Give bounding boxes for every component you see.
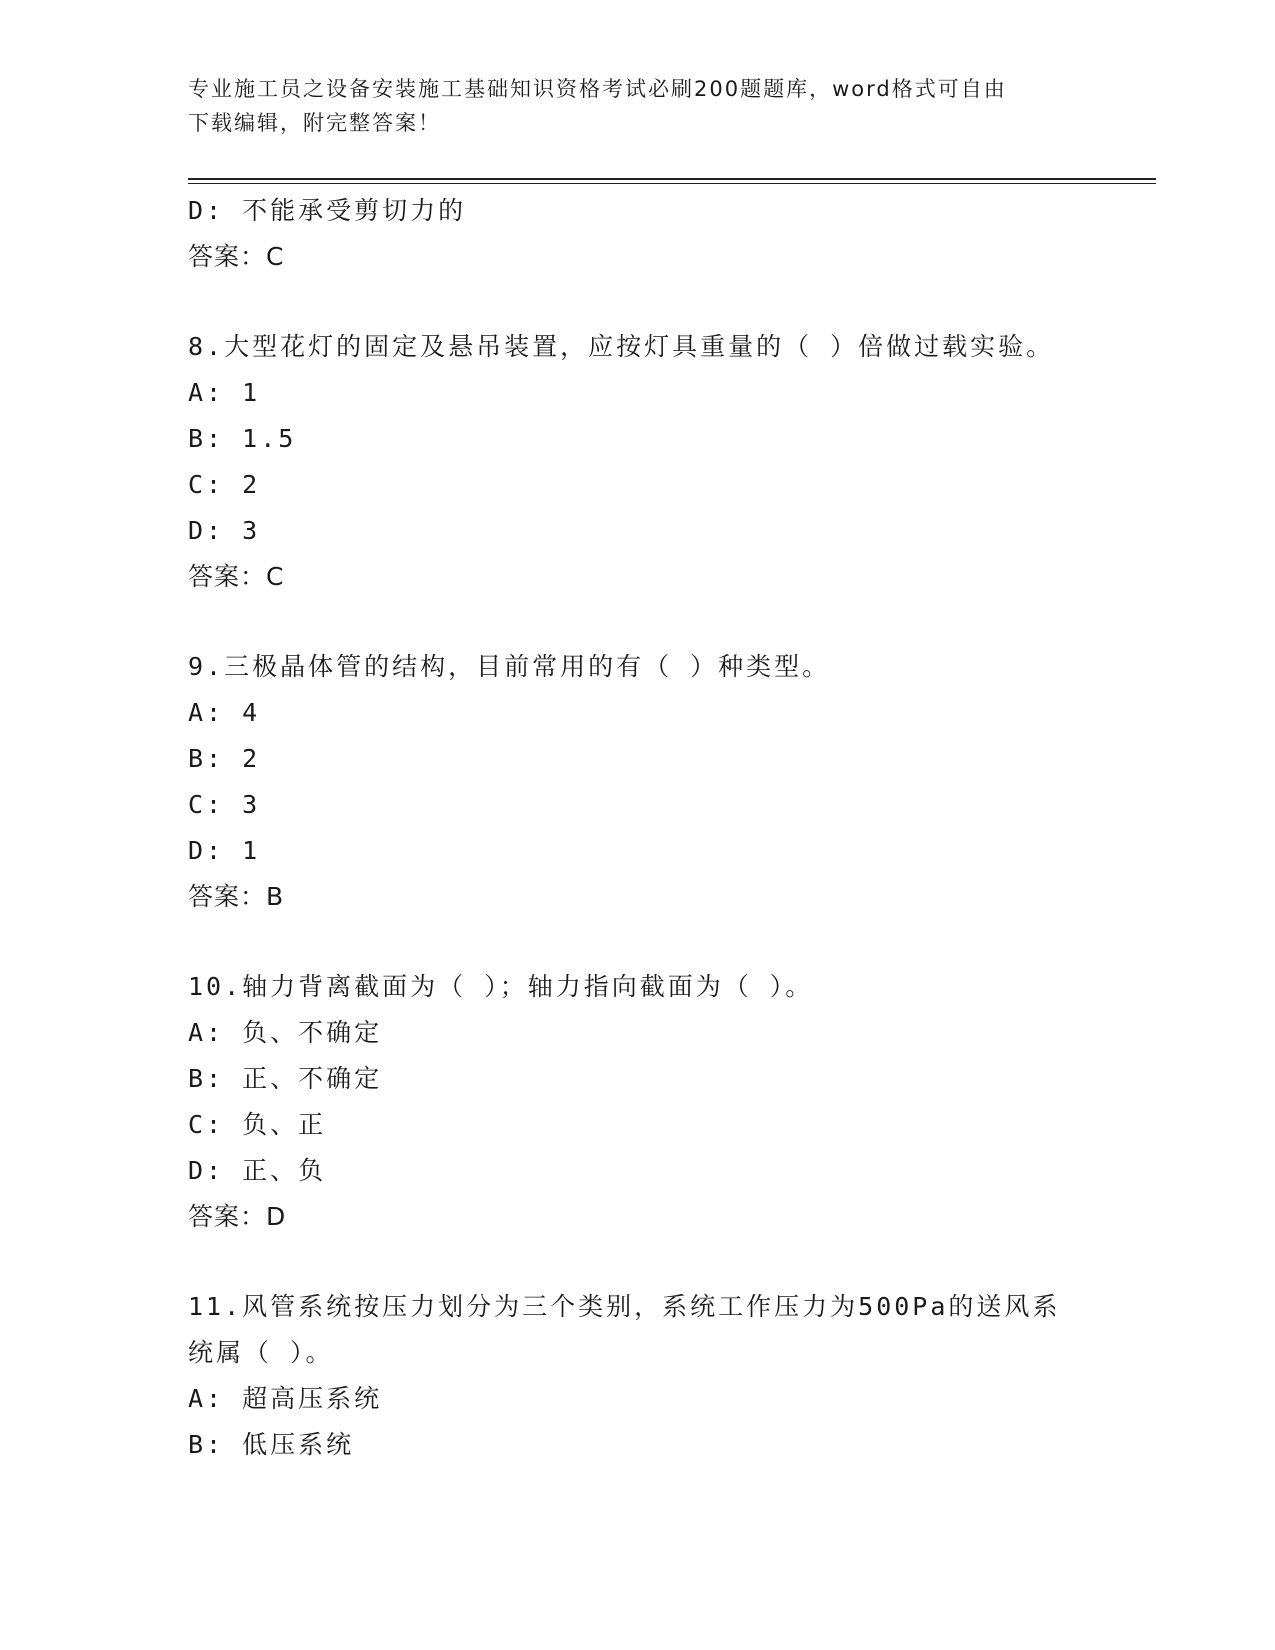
option-a: A: 负、不确定 bbox=[188, 1018, 383, 1047]
prev-answer: 答案：C bbox=[188, 242, 285, 271]
spacer bbox=[188, 920, 1088, 964]
spacer bbox=[188, 1240, 1088, 1284]
question-stem: 9.三极晶体管的结构，目前常用的有（ ）种类型。 bbox=[188, 652, 831, 681]
option-b: B: 正、不确定 bbox=[188, 1064, 383, 1093]
header-divider-thick bbox=[188, 178, 1156, 180]
header-line-1: 专业施工员之设备安装施工基础知识资格考试必刷200题题库，word格式可自由 bbox=[188, 77, 1007, 101]
option-d: D: 3 bbox=[188, 516, 261, 545]
option-b: B: 1.5 bbox=[188, 424, 297, 453]
option-d: D: 正、负 bbox=[188, 1156, 327, 1185]
prev-option-d: D: 不能承受剪切力的 bbox=[188, 196, 467, 225]
option-b: B: 2 bbox=[188, 744, 261, 773]
question-stem: 8.大型花灯的固定及悬吊装置，应按灯具重量的（ ）倍做过载实验。 bbox=[188, 332, 1055, 361]
option-c: C: 2 bbox=[188, 470, 261, 499]
question-stem-line-2: 统属（ ）。 bbox=[188, 1338, 334, 1367]
question-11 bbox=[188, 1284, 1088, 1468]
question-stem-line-1: 11.风管系统按压力划分为三个类别，系统工作压力为500Pa的送风系 bbox=[188, 1292, 1061, 1321]
option-b: B: 低压系统 bbox=[188, 1430, 355, 1459]
question-8 bbox=[188, 324, 1088, 600]
option-d: D: 1 bbox=[188, 836, 261, 865]
header-divider-thin bbox=[188, 183, 1156, 184]
question-9 bbox=[188, 644, 1088, 920]
answer: 答案：B bbox=[188, 882, 285, 911]
option-c: C: 3 bbox=[188, 790, 261, 819]
document-header bbox=[188, 72, 1088, 140]
question-10 bbox=[188, 964, 1088, 1240]
option-a: A: 1 bbox=[188, 378, 261, 407]
spacer bbox=[188, 600, 1088, 644]
answer: 答案：C bbox=[188, 562, 285, 591]
document-content bbox=[188, 188, 1088, 1468]
header-line-2: 下载编辑，附完整答案！ bbox=[188, 111, 441, 135]
spacer bbox=[188, 280, 1088, 324]
option-c: C: 负、正 bbox=[188, 1110, 327, 1139]
option-a: A: 4 bbox=[188, 698, 261, 727]
option-a: A: 超高压系统 bbox=[188, 1384, 383, 1413]
answer: 答案：D bbox=[188, 1202, 287, 1231]
question-stem: 10.轴力背离截面为（ ）；轴力指向截面为（ ）。 bbox=[188, 972, 814, 1001]
